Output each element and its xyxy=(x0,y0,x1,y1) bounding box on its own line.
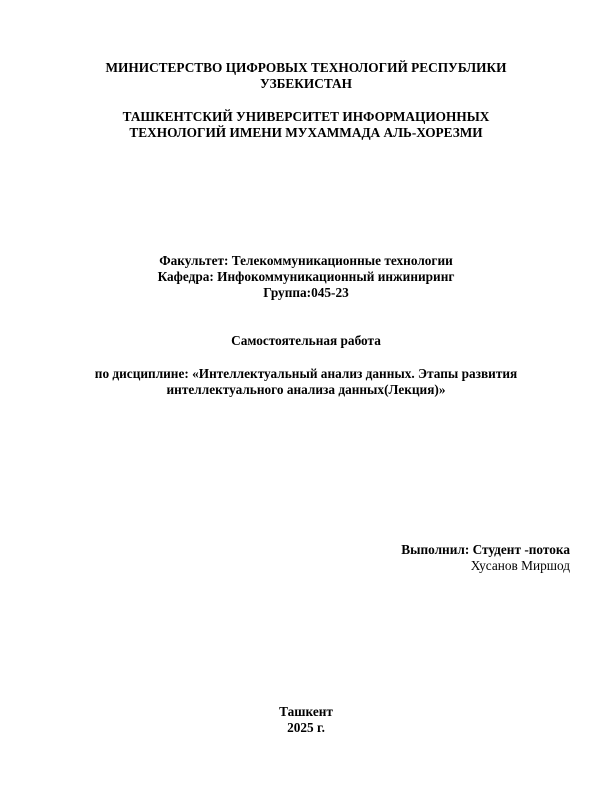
work-title: Самостоятельная работа xyxy=(231,333,381,348)
ministry-line-1: МИНИСТЕРСТВО ЦИФРОВЫХ ТЕХНОЛОГИЙ РЕСПУБЛИКИ xyxy=(105,60,507,75)
year-line: 2025 г. xyxy=(287,720,325,735)
university-line-1: ТАШКЕНТСКИЙ УНИВЕРСИТЕТ ИНФОРМАЦИОННЫХ xyxy=(122,109,490,124)
department-line: Кафедра: Инфокоммуникационный инжиниринг xyxy=(157,269,455,284)
discipline-line-2: интеллектуального анализа данных(Лекция)» xyxy=(166,382,446,397)
city-line: Ташкент xyxy=(279,704,333,719)
group-line: Группа:045-23 xyxy=(263,285,349,300)
university-line-2: ТЕХНОЛОГИЙ ИМЕНИ МУХАММАДА АЛЬ-ХОРЕЗМИ xyxy=(129,125,483,140)
author-label: Выполнил: Студент -потока xyxy=(401,542,570,557)
author-name: Хусанов Миршод xyxy=(470,558,570,573)
faculty-line: Факультет: Телекоммуникационные технологии xyxy=(159,253,453,268)
discipline-line-1: по дисциплине: «Интеллектуальный анализ данных. Этапы развития xyxy=(94,366,518,381)
ministry-line-2: УЗБЕКИСТАН xyxy=(259,76,352,91)
